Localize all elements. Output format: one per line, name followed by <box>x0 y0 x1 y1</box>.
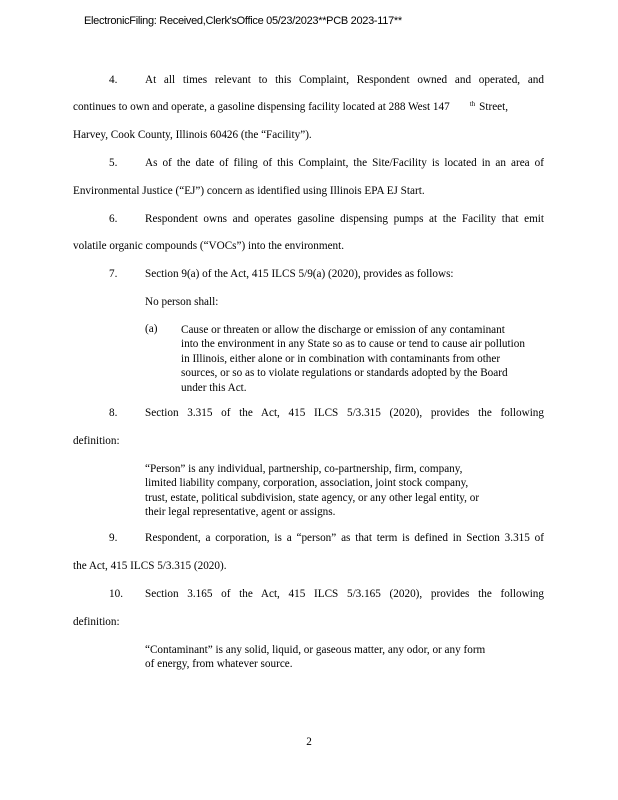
quote-line: of energy, from whatever source. <box>145 658 293 671</box>
paragraph-6-line-2: volatile organic compounds (“VOCs”) into the environment. <box>73 240 345 252</box>
paragraph-4-line-2-text: continues to own and operate, a gasoline dispensing facility located at 288 West 147 <box>73 101 450 113</box>
subsection-a-line: under this Act. <box>181 381 247 394</box>
paragraph-4-line-2-end: Street, <box>479 101 509 113</box>
paragraph-6-line-1: Respondent owns and operates gasoline dispensing pumps at the Facility that emit <box>145 213 544 225</box>
paragraph-8-line-2: definition: <box>73 435 120 447</box>
paragraph-8-line-1: Section 3.315 of the Act, 415 ILCS 5/3.315 (2020), provides the following <box>145 407 544 419</box>
paragraph-number-6: 6. <box>109 213 118 225</box>
paragraph-5-line-1: As of the date of filing of this Complaint, the Site/Facility is located in an area of <box>145 157 544 169</box>
contaminant-definition-quote <box>145 643 485 672</box>
quote-line: their legal representative, agent or assigns. <box>145 506 336 519</box>
paragraph-7-intro: No person shall: <box>145 296 219 308</box>
paragraph-5-line-2: Environmental Justice (“EJ”) concern as identified using Illinois EPA EJ Start. <box>73 185 425 197</box>
paragraph-9-line-2: the Act, 415 ILCS 5/3.315 (2020). <box>73 560 227 572</box>
paragraph-10-line-1: Section 3.165 of the Act, 415 ILCS 5/3.165 (2020), provides the following <box>145 588 544 600</box>
filing-header: ElectronicFiling: Received,Clerk'sOffice 05/23/2023**PCB 2023-117** <box>84 15 402 27</box>
subsection-a-line: into the environment in any State so as to cause or tend to cause air pollution <box>181 338 525 351</box>
subsection-a-line: sources, or so as to violate regulations or standards adopted by the Board <box>181 367 508 380</box>
quote-line: “Person” is any individual, partnership, co-partnership, firm, company, <box>145 463 463 475</box>
paragraph-4-line-3: Harvey, Cook County, Illinois 60426 (the “Facility”). <box>73 129 312 141</box>
paragraph-9-line-1: Respondent, a corporation, is a “person” as that term is defined in Section 3.315 of <box>145 532 544 544</box>
ordinal-superscript: th <box>469 100 476 108</box>
paragraph-number-7: 7. <box>109 268 118 280</box>
paragraph-number-10: 10. <box>109 588 123 600</box>
quote-line: limited liability company, corporation, association, joint stock company, <box>145 477 469 490</box>
paragraph-7-line-1: Section 9(a) of the Act, 415 ILCS 5/9(a) (2020), provides as follows: <box>145 268 454 280</box>
paragraph-number-5: 5. <box>109 157 118 169</box>
person-definition-quote <box>145 462 479 520</box>
subsection-a-text <box>181 323 525 395</box>
paragraph-4-line-1: At all times relevant to this Complaint, Respondent owned and operated, and <box>145 74 544 86</box>
paragraph-number-4: 4. <box>109 74 118 86</box>
page-number: 2 <box>306 736 312 748</box>
subsection-a-line: Cause or threaten or allow the discharge or emission of any contaminant <box>181 324 505 336</box>
quote-line: “Contaminant” is any solid, liquid, or gaseous matter, any odor, or any form <box>145 644 486 656</box>
paragraph-4-line-2 <box>73 101 544 113</box>
subsection-label-a: (a) <box>145 323 158 335</box>
paragraph-number-8: 8. <box>109 407 118 419</box>
paragraph-number-9: 9. <box>109 532 118 544</box>
subsection-a-line: in Illinois, either alone or in combination with contaminants from other <box>181 352 501 365</box>
paragraph-10-line-2: definition: <box>73 616 120 628</box>
quote-line: trust, estate, political subdivision, state agency, or any other legal entity, or <box>145 491 480 504</box>
